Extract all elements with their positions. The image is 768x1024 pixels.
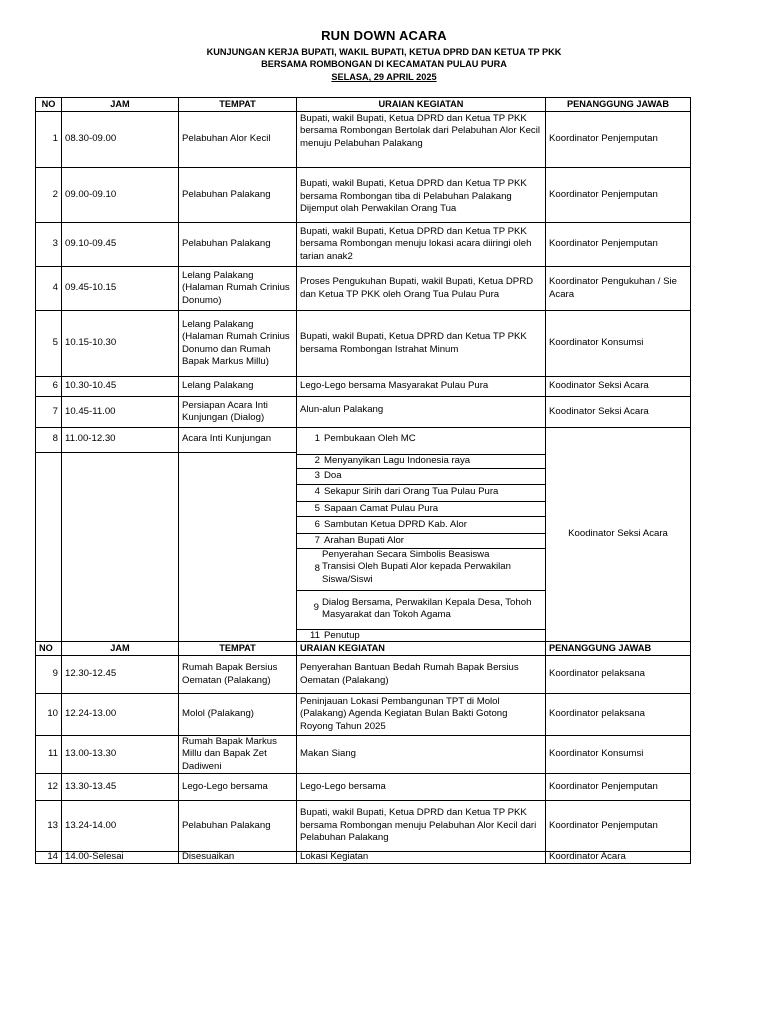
agenda-7-number: 7 — [314, 535, 320, 546]
col2-header-pj: PENANGGUNG JAWAB — [549, 643, 652, 654]
agenda-6-text: Sambutan Ketua DPRD Kab. Alor — [324, 519, 467, 530]
row-9-jam: 12.30-12.45 — [65, 668, 117, 680]
row-5-tempat — [179, 311, 296, 376]
row-7-uraian: Alun-alun Palakang — [300, 404, 384, 416]
agenda-5-number: 5 — [314, 503, 320, 514]
row-1-no: 1 — [52, 133, 58, 145]
document-subtitle-1: KUNJUNGAN KERJA BUPATI, WAKIL BUPATI, KETUA DPRD DAN KETUA TP PKK — [206, 47, 562, 57]
agenda-1-text: Pembukaan Oleh MC — [324, 433, 416, 444]
row-13-uraian — [297, 801, 545, 851]
row-4-no: 4 — [52, 282, 58, 294]
row-8-tempat: Acara Inti Kunjungan — [182, 433, 272, 445]
agenda-5-text: Sapaan Camat Pulau Pura — [324, 503, 439, 514]
col2-header-uraian: URAIAN KEGIATAN — [300, 643, 385, 654]
agenda-11-number: 11 — [310, 630, 320, 641]
row-9-tempat — [179, 656, 296, 693]
row-4-uraian — [297, 267, 545, 310]
row-14-pj: Koordinator Acara — [549, 852, 626, 863]
row-5-pj: Koordinator Konsumsi — [549, 337, 644, 349]
row-5-jam: 10.15-10.30 — [65, 337, 117, 349]
row-6-pj: Koodinator Seksi Acara — [549, 380, 649, 392]
row-13-pj: Koordinator Penjemputan — [549, 819, 658, 831]
row-4-pj — [546, 267, 690, 310]
agenda-7-text: Arahan Bupati Alor — [324, 535, 405, 546]
row-10-jam: 12.24-13.00 — [65, 708, 117, 720]
row-8-jam: 11.00-12.30 — [65, 433, 116, 445]
row-9-pj: Koordinator pelaksana — [549, 668, 646, 680]
col2-header-jam: JAM — [110, 643, 130, 654]
row-11-tempat — [179, 736, 296, 773]
row-3-jam: 09.10-09.45 — [65, 238, 117, 250]
row-4-uraian-text: Proses Pengukuhan Bupati, wakil Bupati, Ketua DPRD dan Ketua TP PKK oleh Orang Tua Pulau Pura — [300, 276, 534, 300]
row-10-uraian — [297, 694, 545, 735]
row-2-tempat: Pelabuhan Palakang — [182, 188, 271, 200]
row-2-uraian-text: Bupati, wakil Bupati, Ketua DPRD dan Ketua TP PKK bersama Rombongan tiba di Pelabuhan Palakang Dijemput olah Perwakilan Orang Tua — [300, 178, 527, 215]
row-2-uraian — [297, 168, 545, 222]
col-header-no: NO — [41, 99, 56, 110]
row-13-uraian-text: Bupati, wakil Bupati, Ketua DPRD dan Ketua TP PKK bersama Rombongan menuju Pelabuhan Alor Kecil dari Pelabuhan Palakang — [300, 807, 537, 844]
row-4-jam: 09.45-10.15 — [65, 282, 117, 294]
agenda-8-number: 8 — [314, 563, 320, 574]
agenda-4-number: 4 — [314, 486, 320, 497]
row-10-no: 10 — [47, 708, 58, 720]
agenda-6-number: 6 — [314, 519, 320, 530]
row-6-uraian: Lego-Lego bersama Masyarakat Pulau Pura — [300, 380, 489, 392]
col-header-tempat: TEMPAT — [219, 99, 256, 110]
document-subtitle-2: BERSAMA ROMBONGAN DI KECAMATAN PULAU PURA — [261, 59, 507, 69]
col-header-jam: JAM — [110, 99, 130, 110]
row-3-pj: Koordinator Penjemputan — [549, 238, 658, 250]
row-3-uraian — [297, 223, 545, 266]
row-3-tempat: Pelabuhan Palakang — [182, 238, 271, 250]
row-6-tempat: Lelang Palakang — [182, 380, 254, 392]
row-5-uraian-text: Bupati, wakil Bupati, Ketua DPRD dan Ketua TP PKK bersama Rombongan Istrahat Minum — [300, 331, 527, 355]
row-8-pj: Koodinator Seksi Acara — [568, 528, 668, 540]
agenda-9-number: 9 — [313, 602, 319, 613]
row-6-jam: 10.30-10.45 — [65, 380, 117, 392]
row-11-no: 11 — [48, 748, 58, 760]
row-13-jam: 13.24-14.00 — [65, 819, 117, 831]
row-13-no: 13 — [47, 819, 58, 831]
row-5-no: 5 — [52, 337, 58, 349]
row-14-no: 14 — [47, 852, 58, 863]
row-14-jam: 14.00-Selesai — [65, 852, 124, 863]
col2-header-no: NO — [39, 643, 53, 654]
row-7-jam: 10.45-11.00 — [65, 405, 116, 417]
row-1-pj: Koordinator Penjemputan — [549, 133, 658, 145]
row-4-tempat — [179, 267, 296, 310]
agenda-9-text: Dialog Bersama, Perwakilan Kepala Desa, Tohoh Masyarakat dan Tokoh Agama — [322, 597, 532, 621]
agenda-1-number: 1 — [314, 433, 320, 444]
row-12-jam: 13.30-13.45 — [65, 780, 117, 792]
row-1-uraian-text: Bupati, wakil Bupati, Ketua DPRD dan Ketua TP PKK bersama Rombongan Bertolak dari Pelabuhan Alor Kecil menuju Pelabuhan Palakang — [300, 113, 540, 149]
row-10-tempat: Molol (Palakang) — [182, 708, 254, 720]
row-9-uraian — [297, 656, 545, 693]
row-2-no: 2 — [52, 188, 58, 200]
row-11-jam: 13.00-13.30 — [65, 748, 117, 760]
row-4-tempat-text: Lelang Palakang (Halaman Rumah Crinius Donumo) — [182, 269, 290, 306]
agenda-3-text: Doa — [324, 470, 342, 481]
row-13-tempat: Pelabuhan Palakang — [182, 819, 271, 831]
agenda-2-number: 2 — [314, 455, 320, 466]
row-8-no: 8 — [52, 433, 58, 445]
row-1-uraian — [297, 112, 545, 167]
row-9-uraian-text: Penyerahan Bantuan Bedah Rumah Bapak Bersius Oematan (Palakang) — [300, 662, 519, 686]
row-7-tempat — [179, 397, 296, 427]
row-11-uraian: Makan Siang — [300, 748, 356, 760]
row-11-pj: Koordinator Konsumsi — [549, 748, 644, 760]
row-12-pj: Koordinator Penjemputan — [549, 780, 658, 792]
row-9-no: 9 — [52, 668, 58, 680]
row-14-uraian: Lokasi Kegiatan — [300, 852, 369, 863]
row-7-pj: Koodinator Seksi Acara — [549, 405, 649, 417]
agenda-11-text: Penutup — [324, 630, 360, 641]
agenda-2-text: Menyanyikan Lagu Indonesia raya — [324, 455, 471, 466]
row-7-tempat-text: Persiapan Acara Inti Kunjungan (Dialog) — [182, 399, 268, 423]
col-header-uraian: URAIAN KEGIATAN — [378, 99, 464, 110]
row-12-tempat: Lego-Lego bersama — [182, 780, 268, 792]
agenda-8-text: Penyerahan Secara Simbolis Beasiswa Transisi Oleh Bupati Alor kepada Perwakilan Siswa/Siswi — [322, 549, 511, 585]
row-1-jam: 08.30-09.00 — [65, 133, 117, 145]
row-10-pj: Koordinator pelaksana — [549, 708, 646, 720]
row-2-jam: 09.00-09.10 — [65, 188, 117, 200]
row-1-tempat: Pelabuhan Alor Kecil — [182, 133, 271, 145]
col-header-pj: PENANGGUNG JAWAB — [566, 99, 670, 110]
row-12-no: 12 — [47, 780, 58, 792]
row-12-uraian: Lego-Lego bersama — [300, 780, 386, 792]
agenda-3-number: 3 — [314, 470, 320, 481]
col2-header-tempat: TEMPAT — [219, 643, 256, 654]
row-6-no: 6 — [52, 380, 58, 392]
row-9-tempat-text: Rumah Bapak Bersius Oematan (Palakang) — [182, 662, 278, 686]
agenda-4-text: Sekapur Sirih dari Orang Tua Pulau Pura — [324, 486, 499, 497]
row-4-pj-text: Koordinator Pengukuhan / Sie Acara — [549, 276, 678, 300]
row-7-no: 7 — [52, 405, 58, 417]
row-3-no: 3 — [52, 238, 58, 250]
document-date: SELASA, 29 APRIL 2025 — [331, 72, 437, 82]
row-5-uraian — [297, 311, 545, 376]
row-14-tempat: Disesuaikan — [182, 852, 235, 863]
row-10-uraian-text: Peninjauan Lokasi Pembangunan TPT di Molol (Palakang) Agenda Kegiatan Bulan Bakti Gotong Royong Tahun 2025 — [300, 695, 508, 732]
document-title: RUN DOWN ACARA — [321, 28, 447, 43]
row-5-tempat-text: Lelang Palakang (Halaman Rumah Crinius Donumo dan Rumah Bapak Markus Millu) — [182, 318, 290, 367]
row-11-tempat-text: Rumah Bapak Markus Millu dan Bapak Zet Dadiweni — [182, 736, 277, 772]
row-3-uraian-text: Bupati, wakil Bupati, Ketua DPRD dan Ketua TP PKK bersama Rombongan menuju lokasi acara diiringi oleh tarian anak2 — [300, 225, 532, 262]
row-2-pj: Koordinator Penjemputan — [549, 188, 658, 200]
